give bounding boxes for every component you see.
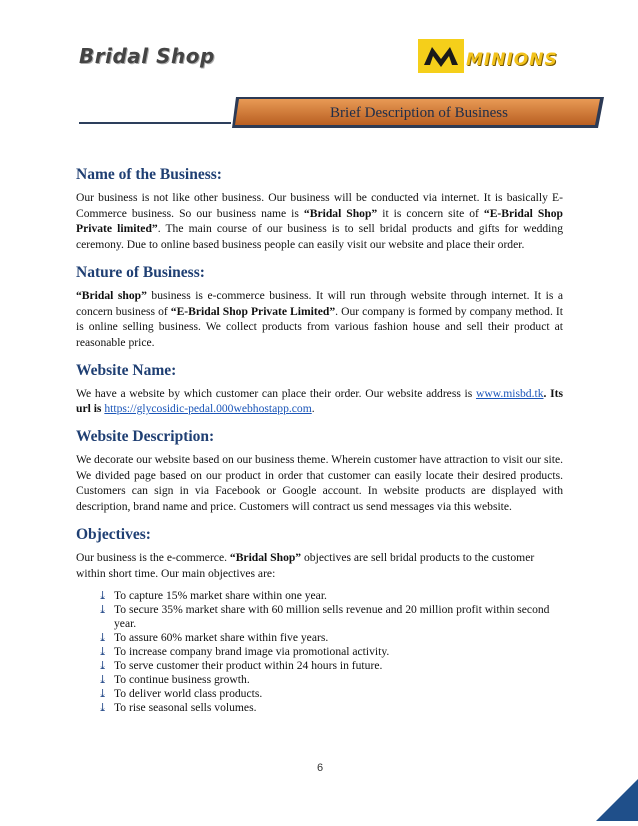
- heading-website-description: Website Description:: [76, 428, 215, 446]
- heading-website-name: Website Name:: [76, 361, 177, 379]
- objectives-paragraph: Our business is the e-commerce. “Bridal Shop” objectives are sell bridal products to the customer within short time. Our main objectives are:: [76, 550, 535, 580]
- list-item: ⤓ To capture 15% market share within one year.: [98, 589, 327, 603]
- logo-text: MINIONS: [466, 50, 558, 70]
- pin-bullet-icon: ⤓: [98, 590, 108, 603]
- corner-decoration: [596, 779, 638, 826]
- list-item: ⤓ To secure 35% market share with 60 million sells revenue and 20 million profit within second year.: [98, 603, 550, 631]
- list-item: ⤓ To rise seasonal sells volumes.: [98, 701, 257, 715]
- nature-of-business-paragraph: “Bridal shop” business is e-commerce business. It will run through website through internet. It is a concern business of “E-Bridal Shop Private Limited”. Our company is formed by company method. It is online selling business. We collect products from various fashion house and sell their product at reasonable price.: [76, 288, 564, 349]
- pin-bullet-icon: ⤓: [98, 688, 108, 701]
- heading-objectives: Objectives:: [76, 525, 151, 543]
- pin-bullet-icon: ⤓: [98, 660, 108, 673]
- brand-name: Bridal Shop: [79, 44, 215, 68]
- section-banner: [230, 96, 608, 130]
- list-item: ⤓ To continue business growth.: [98, 673, 250, 687]
- banner-rule: [79, 122, 231, 124]
- pin-bullet-icon: ⤓: [98, 632, 108, 645]
- pin-bullet-icon: ⤓: [98, 674, 108, 687]
- website-url-link[interactable]: https://glycosidic-pedal.000webhostapp.com: [104, 402, 312, 416]
- heading-name-of-business: Name of the Business:: [76, 166, 222, 183]
- list-item: ⤓ To deliver world class products.: [98, 687, 263, 701]
- website-name-paragraph: We have a website by which customer can place their order. Our website address is www.misbd.tk. Its url is https://glycosidic-pedal.000webhostapp.com.: [76, 386, 563, 416]
- objectives-list: [76, 589, 563, 715]
- banner-title: Brief Description of Business: [330, 105, 508, 121]
- minions-logo-icon: [418, 39, 464, 73]
- document-body: [76, 166, 563, 715]
- website-description-paragraph: We decorate our website based on our business theme. Wherein customer have attraction to visit our site. We divided page based on our product in order that customer can easily locate their desired products. Customers can sign in via Facebook or Google account. In website products are displayed with description, brand name and price. Customers will contract us send messages via this website.: [76, 453, 563, 514]
- pin-bullet-icon: ⤓: [98, 604, 108, 617]
- page-number: 6: [316, 762, 324, 774]
- website-link[interactable]: www.misbd.tk: [475, 386, 544, 400]
- heading-nature-of-business: Nature of Business:: [76, 263, 205, 281]
- list-item: ⤓ To serve customer their product within 24 hours in future.: [98, 659, 383, 673]
- pin-bullet-icon: ⤓: [98, 646, 108, 659]
- pin-bullet-icon: ⤓: [98, 702, 108, 715]
- name-of-business-paragraph: Our business is not like other business. Our business will be conducted via internet. It is basically E-Commerce business. So our business name is “Bridal Shop” it is concern site of “E-Bridal Shop Private limited”. The main course of our business is to sell bridal products and gifts for wedding ceremony. Due to online based business people can easily visit our website and place their order.: [76, 191, 563, 252]
- list-item: ⤓ To assure 60% market share within five years.: [98, 631, 329, 645]
- list-item: ⤓ To increase company brand image via promotional activity.: [98, 645, 390, 659]
